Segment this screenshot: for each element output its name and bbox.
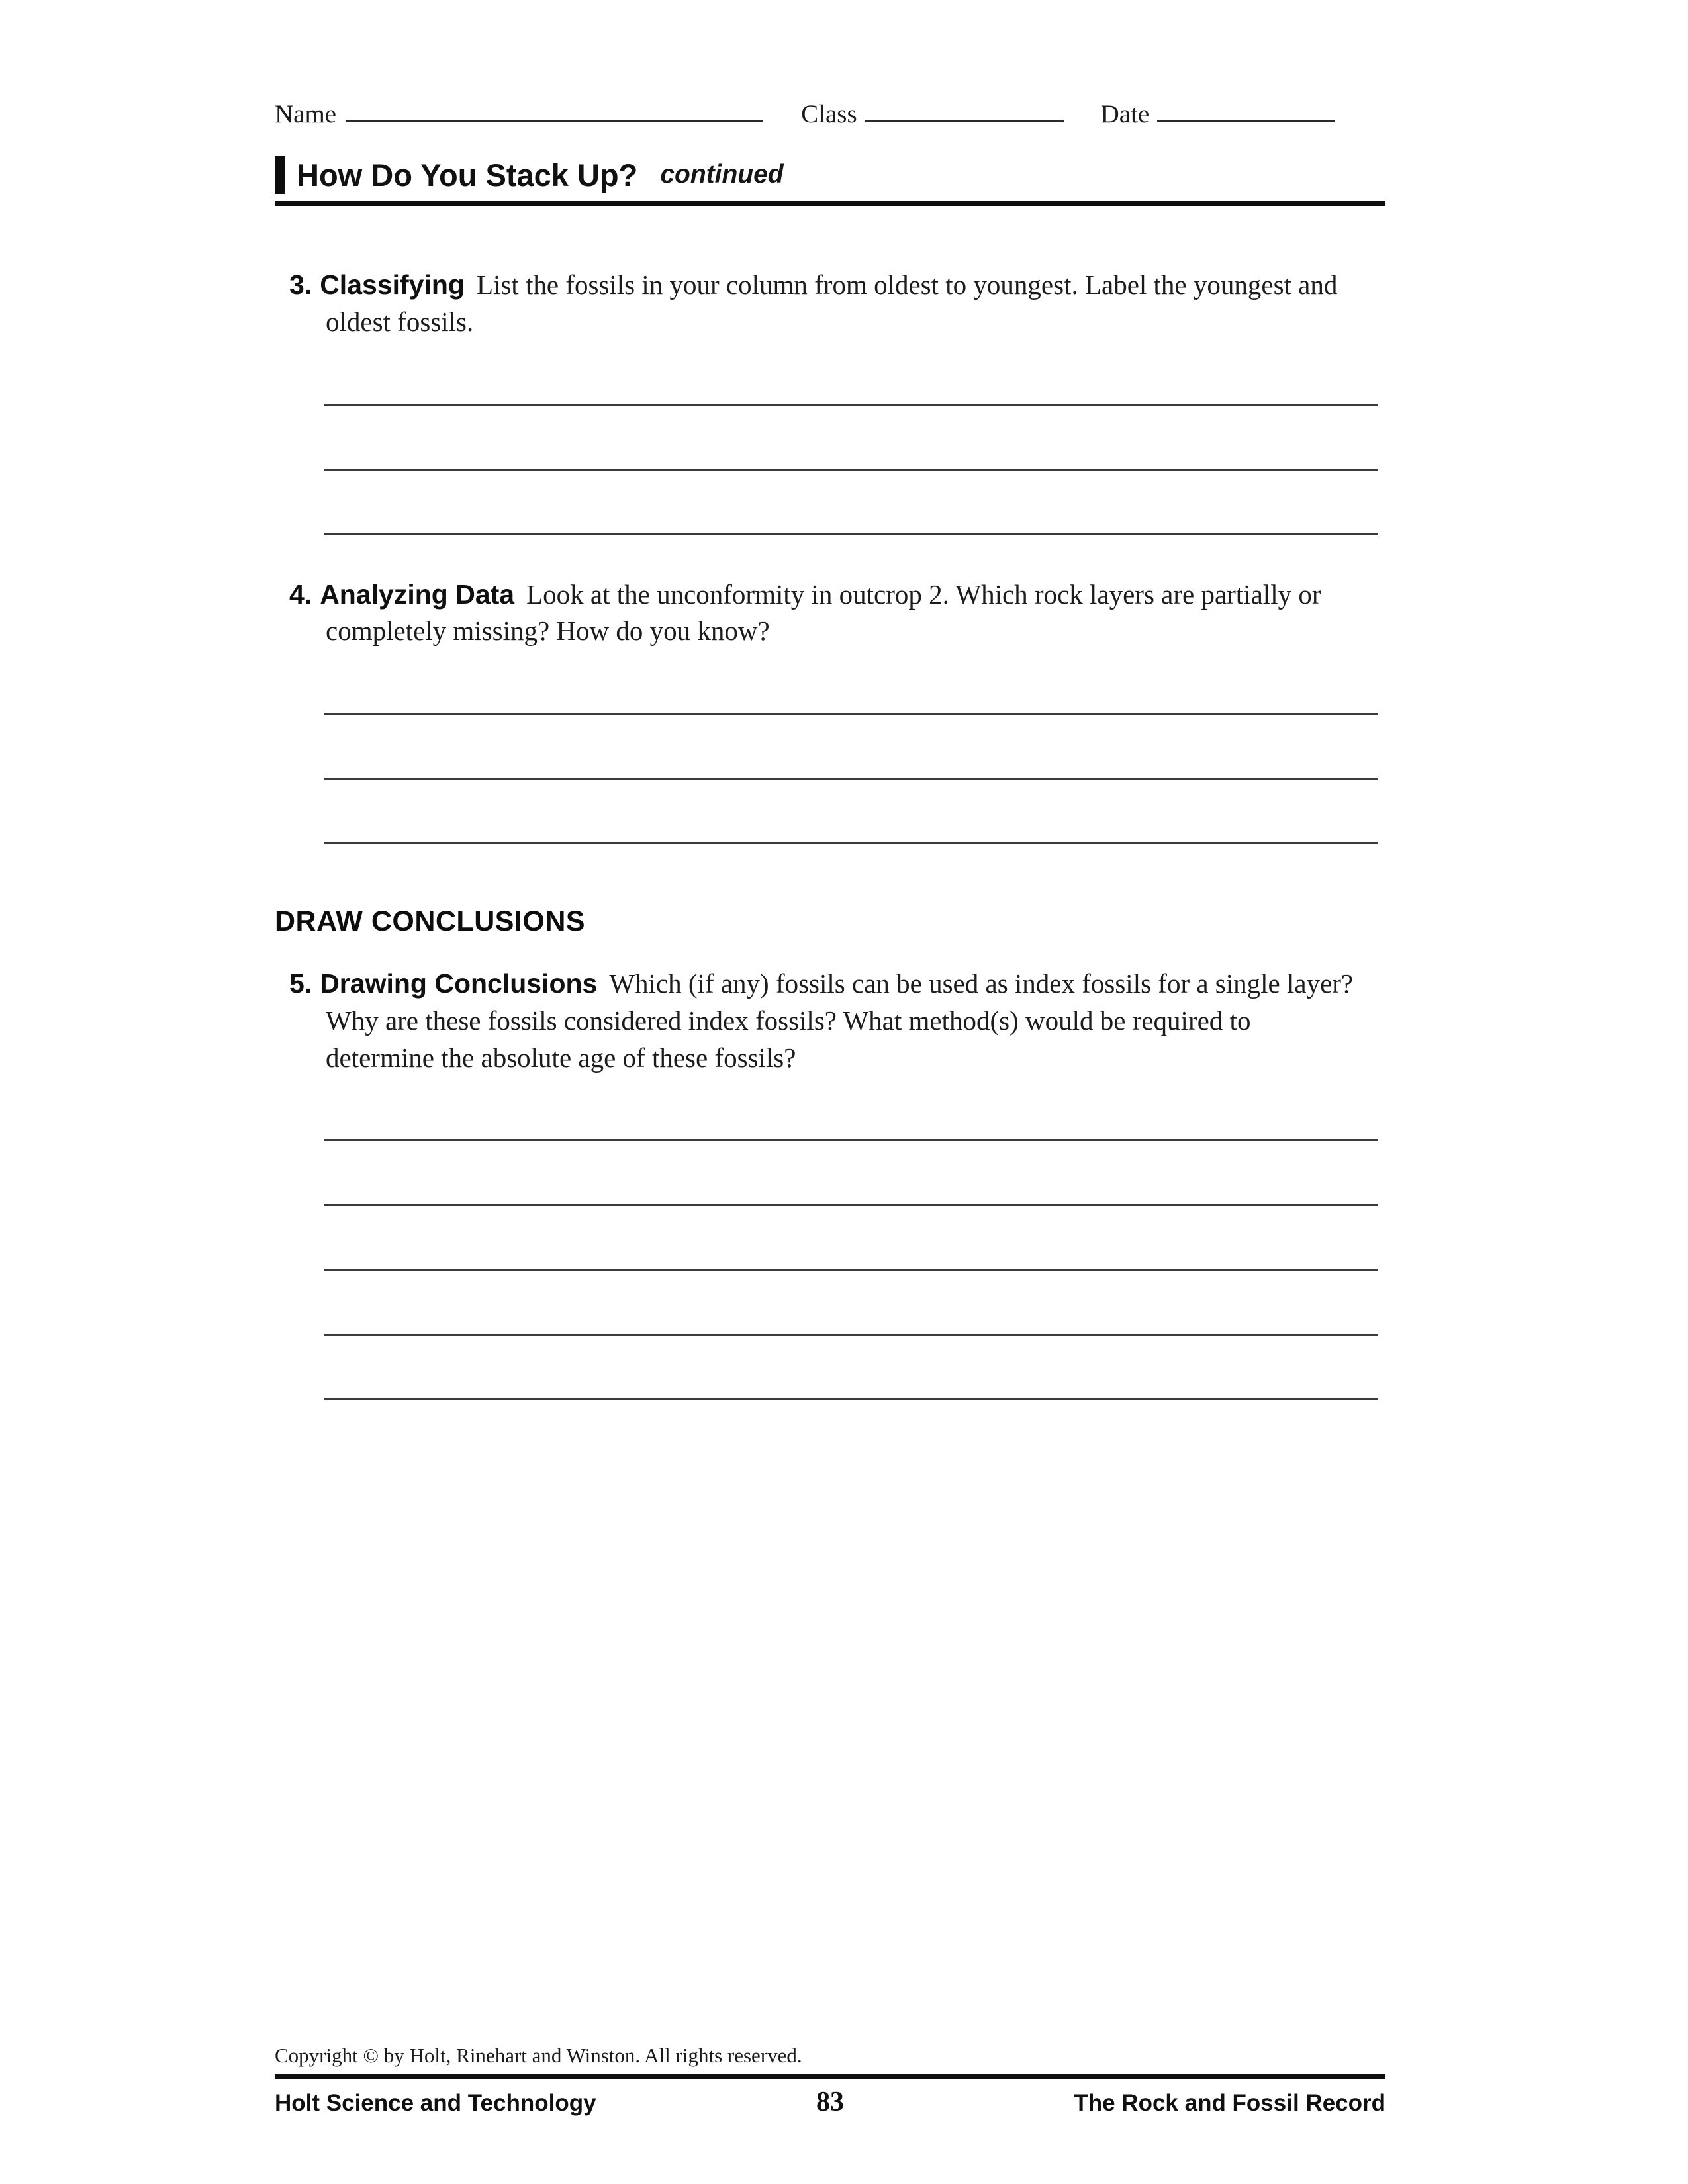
title-row	[275, 156, 1385, 201]
id-row	[275, 99, 1385, 129]
page-footer	[275, 2044, 1385, 2118]
question-5	[289, 966, 1362, 1076]
answer-line[interactable]	[324, 404, 1378, 406]
class-blank-field[interactable]	[865, 116, 1064, 122]
date-label: Date	[1100, 100, 1150, 128]
answer-line[interactable]	[324, 778, 1378, 780]
question-3-text: List the fossils in your column from oldest to youngest. Label the youngest and oldest fossils.	[326, 269, 1338, 337]
answer-line[interactable]	[324, 533, 1378, 535]
question-3-number: 3.	[289, 269, 312, 300]
footer-row	[275, 2086, 1385, 2118]
question-3-label: Classifying	[320, 269, 465, 300]
answer-line[interactable]	[324, 1398, 1378, 1400]
question-5-text: Which (if any) fossils can be used as index fossils for a single layer? Why are these fossils considered index fossils? What method(s) would be required to determine the absolute age of these fossils?	[326, 968, 1354, 1073]
question-4	[289, 576, 1362, 651]
title-rule	[275, 201, 1385, 206]
answer-line[interactable]	[324, 1269, 1378, 1271]
footer-rule	[275, 2074, 1385, 2079]
question-4-text: Look at the unconformity in outcrop 2. Which rock layers are partially or completely missing? How do you know?	[326, 578, 1321, 647]
question-4-answer-lines	[324, 713, 1378, 844]
name-label: Name	[275, 100, 337, 128]
answer-line[interactable]	[324, 469, 1378, 471]
question-5-answer-lines	[324, 1139, 1378, 1400]
title-bar-icon	[275, 156, 285, 194]
footer-chapter-title: The Rock and Fossil Record	[1074, 2090, 1385, 2116]
answer-line[interactable]	[324, 713, 1378, 715]
question-4-label: Analyzing Data	[320, 578, 515, 610]
copyright-notice: Copyright © by Holt, Rinehart and Winston. All rights reserved.	[275, 2044, 802, 2067]
name-blank-field[interactable]	[346, 116, 763, 122]
question-3	[289, 267, 1362, 341]
answer-line[interactable]	[324, 1334, 1378, 1336]
footer-series-title: Holt Science and Technology	[275, 2090, 596, 2116]
question-5-number: 5.	[289, 968, 312, 999]
page-number: 83	[816, 2087, 844, 2117]
draw-conclusions-heading: DRAW CONCLUSIONS	[275, 905, 586, 937]
page-title: How Do You Stack Up?	[297, 157, 638, 193]
date-blank-field[interactable]	[1157, 116, 1335, 122]
page-content	[275, 99, 1385, 1400]
answer-line[interactable]	[324, 842, 1378, 844]
answer-line[interactable]	[324, 1204, 1378, 1206]
question-5-label: Drawing Conclusions	[320, 968, 598, 999]
question-3-answer-lines	[324, 404, 1378, 535]
question-4-number: 4.	[289, 578, 312, 610]
class-label: Class	[801, 100, 857, 128]
answer-line[interactable]	[324, 1139, 1378, 1141]
page-title-continued: continued	[660, 160, 784, 189]
